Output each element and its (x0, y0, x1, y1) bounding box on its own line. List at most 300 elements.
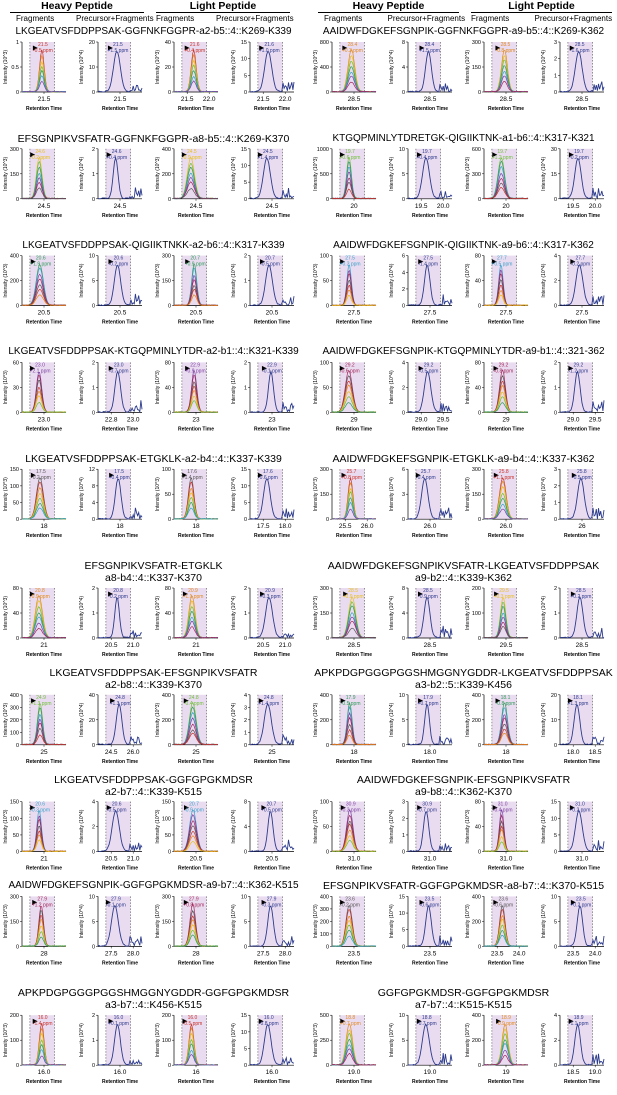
panel-title: KTGQPMINLYTDRETGK-QIGIIKTNK-a1-b6::4::K317-K321 (332, 132, 595, 144)
y-tick-label: 2 (553, 278, 557, 285)
y-tick-label: 0 (167, 303, 171, 310)
y-tick-label: 0 (243, 944, 247, 951)
y-tick-label: 2 (553, 586, 557, 592)
y-axis-label: Intensity (10^3) (313, 904, 319, 939)
y-axis-label: Intensity (10^4) (79, 1023, 85, 1058)
y-tick-label: 2 (243, 717, 247, 724)
y-tick-label: 5 (401, 171, 405, 178)
y-tick-label: 0 (553, 944, 557, 951)
x-tick-label: 29.5 (436, 416, 450, 424)
y-tick-label: 2 (401, 286, 405, 293)
y-tick-label: 0 (243, 303, 247, 310)
y-tick-label: 15 (550, 171, 557, 178)
panel-title: LKGEATVSFDDPPSAK-GGFGPGKMDSR (54, 773, 253, 786)
y-tick-label: 20 (88, 717, 95, 724)
x-tick-label: 26.0 (126, 748, 140, 756)
ppm-annotation: -1.4 ppm (418, 261, 439, 268)
y-axis-label: Intensity (10^3) (465, 370, 471, 405)
y-tick-label: 0 (553, 303, 557, 310)
xic-plot (3, 360, 66, 432)
y-tick-label: 200 (9, 278, 19, 285)
y-axis-label: Intensity (10^3) (313, 477, 319, 512)
y-tick-label: 60 (12, 360, 19, 367)
y-tick-label: 2 (91, 146, 95, 153)
panel-subtitle: a3-b2::5::K339-K456 (415, 678, 512, 691)
ppm-annotation: +0.3 ppm (339, 261, 361, 268)
retention-annotation: 29.2 (344, 362, 355, 369)
header-light: Light Peptide (471, 0, 612, 13)
y-axis-label: Intensity (10^3) (155, 156, 161, 191)
y-tick-label: 0 (553, 517, 557, 524)
y-tick-label: 300 (9, 705, 19, 712)
ppm-annotation: -0.3 ppm (340, 807, 361, 814)
y-axis-label: Intensity (10^3) (313, 156, 319, 191)
x-tick-label: 18.0 (423, 748, 437, 756)
y-tick-label: 0 (167, 849, 171, 856)
y-tick-label: 0 (91, 196, 95, 203)
y-tick-label: 0 (243, 517, 247, 524)
y-tick-label: 2 (91, 360, 95, 367)
ppm-annotation: -0.1 ppm (262, 368, 282, 375)
y-tick-label: 1 (243, 385, 247, 392)
xic-plot (3, 800, 66, 872)
x-axis-label: Retention Time (487, 533, 525, 540)
retention-annotation: 18.8 (421, 1015, 432, 1022)
panel-title: AAIDWFDGKEFSGNPIKVSFATR-LKGEATVSFDDPPSAK (327, 560, 600, 572)
x-tick-label: 18 (502, 748, 510, 756)
x-axis-label: Retention Time (253, 758, 291, 765)
y-tick-label: 2 (91, 586, 95, 592)
y-axis-label: Intensity (10^4) (541, 595, 547, 631)
y-axis-label: Intensity (10^3) (465, 1023, 471, 1058)
xic-plot (313, 800, 376, 872)
ppm-annotation: +0.4 ppm (184, 48, 206, 54)
ppm-annotation: +0.7 ppm (339, 1021, 361, 1028)
retention-annotation: 23.0 (113, 362, 124, 369)
panel-title: LKGEATVSFDDPPSAK-EFSGNPIKVSFATR (49, 666, 258, 679)
xic-plot (541, 40, 604, 112)
xic-plot (79, 467, 142, 539)
y-axis-label: Intensity (10^4) (541, 1023, 547, 1058)
ppm-annotation: -0.2 ppm (31, 475, 51, 482)
y-tick-label: 300 (319, 906, 329, 913)
panel-p6 (313, 254, 604, 326)
y-tick-label: 600 (471, 146, 481, 153)
y-tick-label: 80 (164, 360, 171, 367)
y-axis-label: Intensity (10^4) (541, 370, 547, 405)
y-tick-label: 0 (325, 849, 329, 856)
x-axis-label: Retention Time (101, 319, 139, 326)
xic-plot (313, 586, 376, 658)
y-tick-label: 0 (553, 636, 557, 642)
y-tick-label: 150 (9, 467, 19, 474)
ppm-annotation: +0.4 ppm (416, 154, 438, 161)
y-tick-label: 4 (243, 824, 247, 831)
header-heavy: Heavy Peptide (318, 0, 459, 13)
xic-plot (3, 40, 66, 112)
y-axis-label: Intensity (10^3) (313, 1023, 319, 1058)
y-tick-label: 1 (553, 385, 557, 392)
y-axis-label: Intensity (10^4) (231, 702, 237, 737)
x-tick-label: 18.0 (566, 748, 580, 756)
x-tick-label: 28.5 (423, 96, 437, 103)
y-tick-label: 2 (553, 1038, 557, 1045)
y-tick-label: 0 (325, 303, 329, 310)
retention-annotation: 19.7 (422, 148, 432, 155)
y-tick-label: 4 (401, 65, 405, 71)
x-tick-label: 27.5 (104, 950, 118, 958)
retention-annotation: 27.5 (423, 255, 434, 262)
y-tick-label: 0 (243, 1063, 247, 1070)
ppm-annotation: +0.3 ppm (341, 48, 363, 54)
y-tick-label: 300 (471, 171, 481, 178)
retention-annotation: 18.1 (573, 694, 583, 701)
ppm-annotation: -0.5 ppm (340, 700, 361, 707)
ppm-annotation: +1.1 ppm (182, 594, 204, 600)
y-tick-label: 1 (91, 1038, 95, 1045)
xic-plot (465, 894, 528, 966)
x-axis-label: Retention Time (563, 319, 601, 326)
xic-plot (389, 147, 452, 219)
xic-plot (313, 147, 376, 219)
ppm-annotation: +0.6 ppm (339, 154, 361, 161)
panel-p17 (3, 894, 294, 966)
panel-title: EFSGNPIKVSFATR-GGFGPGKMDSR-a8-b7::4::K370-K515 (322, 880, 605, 893)
y-tick-label: 5 (91, 278, 95, 285)
x-axis-label: Retention Time (101, 212, 139, 219)
x-axis-label: Retention Time (487, 212, 525, 219)
x-tick-label: 19.5 (414, 202, 428, 210)
y-tick-label: 100 (319, 360, 329, 367)
x-axis-label: Retention Time (253, 652, 291, 658)
y-tick-label: 1 (401, 832, 405, 839)
x-tick-label: 21 (40, 642, 48, 649)
ppm-annotation: +1.5 ppm (107, 48, 129, 54)
y-tick-label: 0 (91, 517, 95, 524)
y-tick-label: 200 (9, 1013, 19, 1020)
retention-annotation: 31.0 (575, 801, 585, 808)
ppm-annotation: -0.4 ppm (415, 475, 436, 482)
xic-plot (155, 147, 218, 219)
y-tick-label: 100 (319, 931, 329, 938)
y-tick-label: 0 (167, 196, 171, 203)
y-tick-label: 0 (553, 90, 557, 96)
xic-plot (465, 467, 528, 539)
retention-annotation: 24.8 (115, 694, 125, 701)
panel-p19 (3, 1013, 294, 1085)
y-tick-label: 0 (167, 1063, 171, 1070)
retention-annotation: 16.0 (263, 1015, 274, 1022)
xic-plot (541, 586, 604, 658)
y-axis-label: Intensity (10^4) (231, 904, 237, 939)
panel-title: AAIDWFDGKEFSGNPIK-GGFNKFGGPR-a9-b5::4::K269-K362 (322, 26, 605, 37)
y-axis-label: Intensity (10^3) (313, 49, 319, 85)
y-tick-label: 200 (319, 717, 329, 724)
y-axis-label: Intensity (10^4) (231, 263, 237, 298)
x-tick-label: 20 (350, 202, 358, 210)
y-tick-label: 20 (550, 692, 557, 699)
y-tick-label: 0 (15, 517, 19, 524)
y-tick-label: 0 (167, 90, 171, 96)
header-precursor-fragments: Precursor+Fragments (534, 14, 613, 23)
panel-title: AAIDWFDGKEFSGNPIK-GGFGPGKMDSR-a9-b7::4::K362-K515 (8, 880, 299, 892)
ppm-annotation: -0.8 ppm (495, 700, 516, 707)
x-axis-label: Retention Time (25, 106, 63, 112)
x-tick-label: 21.5 (180, 96, 194, 103)
header-precursor-fragments: Precursor+Fragments (387, 14, 466, 23)
y-tick-label: 100 (161, 1038, 171, 1045)
xic-plot (79, 693, 142, 765)
y-axis-label: Intensity (10^3) (155, 809, 161, 844)
y-tick-label: 80 (12, 586, 19, 592)
retention-annotation: 18.9 (501, 1015, 511, 1022)
x-axis-label: Retention Time (335, 426, 373, 433)
panel-title: EFSGNPIKVSFATR-GGFNKFGGPR-a8-b5::4::K269-K370 (17, 132, 290, 145)
y-tick-label: 3 (401, 492, 405, 499)
ppm-annotation: -0.3 ppm (261, 902, 282, 909)
x-tick-label: 20.5 (104, 642, 118, 649)
ppm-annotation: -0.5 ppm (33, 48, 53, 54)
panel-p7 (3, 360, 294, 432)
ppm-annotation: -0.6 ppm (419, 902, 440, 909)
panel-p11 (3, 586, 294, 658)
x-axis-label: Retention Time (25, 865, 63, 872)
y-tick-label: 1000 (316, 146, 329, 153)
x-tick-label: 20.0 (436, 202, 450, 210)
x-axis-label: Retention Time (25, 533, 63, 540)
x-tick-label: 21.5 (37, 96, 51, 103)
y-tick-label: 0 (477, 517, 481, 524)
y-tick-label: 0 (401, 636, 405, 642)
y-tick-label: 50 (322, 385, 329, 392)
x-tick-label: 27.5 (347, 309, 361, 317)
x-axis-label: Retention Time (563, 106, 601, 112)
y-tick-label: 10 (88, 65, 95, 71)
y-axis-label: Intensity (10^4) (79, 702, 85, 737)
retention-annotation: 22.9 (267, 362, 277, 369)
ppm-annotation: +0.9 ppm (342, 594, 364, 600)
y-tick-label: 15 (240, 40, 247, 46)
x-axis-label: Retention Time (563, 960, 601, 967)
x-axis-label: Retention Time (253, 533, 291, 540)
y-tick-label: 10 (240, 894, 247, 901)
y-tick-label: 2 (243, 360, 247, 367)
y-tick-label: 50 (164, 832, 171, 839)
x-tick-label: 20.5 (37, 309, 51, 317)
y-axis-label: Intensity (10^4) (79, 809, 85, 844)
retention-annotation: 28.5 (500, 42, 511, 48)
retention-annotation: 25.8 (498, 469, 509, 476)
x-tick-label: 29.0 (566, 416, 580, 424)
y-tick-label: 3 (401, 799, 405, 806)
x-axis-label: Retention Time (563, 1079, 601, 1086)
panel-p20 (313, 1013, 604, 1085)
ppm-annotation: -0.4 ppm (492, 807, 513, 814)
y-tick-label: 6 (401, 253, 405, 260)
y-tick-label: 5 (243, 500, 247, 507)
y-tick-label: 0 (477, 90, 481, 96)
x-axis-label: Retention Time (25, 960, 63, 967)
y-tick-label: 2 (401, 816, 405, 823)
y-tick-label: 5 (553, 832, 557, 839)
y-axis-label: Intensity (10^3) (313, 809, 319, 844)
x-tick-label: 31.0 (575, 855, 589, 863)
x-axis-label: Retention Time (101, 533, 139, 540)
panel-subtitle: a2-b7::4::K339-K515 (105, 785, 202, 798)
ppm-annotation: -0.6 ppm (339, 368, 360, 375)
y-tick-label: 0 (91, 742, 95, 749)
y-axis-label: Intensity (10^4) (231, 1023, 237, 1058)
y-tick-label: 10 (398, 1013, 405, 1020)
y-tick-label: 0 (325, 742, 329, 749)
x-tick-label: 23.0 (37, 416, 51, 424)
xic-plot (313, 254, 376, 326)
y-tick-label: 400 (471, 894, 481, 901)
y-tick-label: 400 (9, 253, 19, 260)
x-tick-label: 19.5 (566, 202, 580, 210)
x-axis-label: Retention Time (335, 865, 373, 872)
ppm-annotation: -1.4 ppm (32, 1021, 53, 1028)
retention-annotation: 25.7 (346, 469, 357, 476)
y-tick-label: 0 (91, 90, 95, 96)
y-axis-label: Intensity (10^4) (389, 809, 395, 844)
y-axis-label: Intensity (10^3) (465, 156, 471, 191)
x-tick-label: 22.0 (278, 96, 292, 103)
y-tick-label: 0 (553, 1063, 557, 1070)
x-tick-label: 27.5 (575, 309, 589, 317)
retention-annotation: 20.9 (188, 588, 198, 594)
y-tick-label: 100 (9, 730, 19, 737)
ppm-annotation: -0.4 ppm (183, 700, 204, 707)
y-axis-label: Intensity (10^3) (3, 702, 9, 737)
xic-plot (541, 360, 604, 432)
xic-plot (465, 40, 528, 112)
header-fragments: Fragments (16, 14, 55, 23)
y-tick-label: 0 (325, 90, 329, 96)
y-tick-label: 300 (9, 894, 19, 901)
ppm-annotation: -0.5 ppm (418, 368, 439, 375)
y-tick-label: 0 (477, 410, 481, 417)
xic-plot (231, 800, 294, 872)
header-precursor-fragments: Precursor+Fragments (216, 14, 294, 23)
retention-annotation: 21.5 (113, 42, 123, 48)
y-tick-label: 40 (474, 385, 481, 392)
xic-plot (313, 693, 376, 765)
x-axis-label: Retention Time (487, 865, 525, 872)
x-tick-label: 28.0 (278, 950, 292, 958)
xic-plot (79, 800, 142, 872)
retention-annotation: 20.8 (35, 588, 45, 594)
y-tick-label: 0 (325, 517, 329, 524)
x-tick-label: 31.0 (347, 855, 361, 863)
x-tick-label: 23.5 (566, 950, 580, 958)
retention-annotation: 30.9 (345, 801, 356, 808)
x-tick-label: 26.0 (360, 523, 374, 531)
y-tick-label: 0.5 (11, 65, 19, 71)
ppm-annotation: -0.1 ppm (106, 902, 126, 909)
xic-plot (389, 800, 452, 872)
y-tick-label: 4 (401, 611, 405, 617)
y-axis-label: Intensity (10^3) (3, 1023, 9, 1058)
xic-plot (155, 1013, 218, 1085)
x-tick-label: 21.0 (126, 855, 140, 863)
x-axis-label: Retention Time (335, 1079, 373, 1086)
y-tick-label: 0 (325, 196, 329, 203)
y-tick-label: 100 (161, 467, 171, 474)
panel-p8 (313, 360, 604, 432)
ppm-annotation: -0.8 ppm (258, 1021, 279, 1028)
x-axis-label: Retention Time (25, 652, 63, 658)
xic-plot (3, 147, 66, 219)
y-tick-label: 300 (319, 467, 329, 474)
xic-plot (231, 1013, 294, 1085)
x-axis-label: Retention Time (563, 426, 601, 433)
y-axis-label: Intensity (10^4) (389, 156, 395, 191)
y-tick-label: 30 (550, 146, 557, 153)
y-tick-label: 10 (550, 816, 557, 823)
retention-annotation: 17.6 (263, 469, 273, 476)
x-axis-label: Retention Time (335, 758, 373, 765)
x-tick-label: 24.5 (265, 202, 279, 210)
y-tick-label: 10 (398, 146, 405, 153)
y-tick-label: 0 (91, 303, 95, 310)
y-tick-label: 300 (9, 146, 19, 153)
retention-annotation: 27.7 (575, 255, 586, 262)
retention-annotation: 25.8 (576, 469, 587, 476)
x-tick-label: 22.0 (202, 96, 216, 103)
y-tick-label: 0 (167, 410, 171, 417)
y-tick-label: 80 (474, 799, 481, 806)
retention-annotation: 20.6 (111, 801, 122, 808)
y-tick-label: 0 (167, 517, 171, 524)
retention-annotation: 28.5 (423, 588, 433, 594)
y-tick-label: 300 (471, 40, 481, 46)
ppm-annotation: -0.5 ppm (571, 475, 592, 482)
ppm-annotation: -0.3 ppm (30, 807, 51, 814)
retention-annotation: 24.8 (263, 694, 274, 701)
ppm-annotation: +1.2 ppm (491, 154, 513, 161)
y-tick-label: 1 (91, 385, 95, 392)
x-tick-label: 20.5 (104, 855, 118, 863)
retention-annotation: 17.9 (423, 694, 433, 701)
retention-annotation: 17.6 (187, 469, 198, 476)
y-tick-label: 6 (401, 467, 405, 474)
y-tick-label: 0 (91, 944, 95, 951)
y-axis-label: Intensity (10^4) (541, 702, 547, 737)
x-axis-label: Retention Time (335, 533, 373, 540)
y-tick-label: 40 (474, 824, 481, 831)
x-tick-label: 24.5 (189, 202, 203, 210)
y-tick-label: 0 (15, 196, 19, 203)
x-axis-label: Retention Time (253, 319, 291, 326)
y-tick-label: 8 (401, 586, 405, 592)
y-axis-label: Intensity (10^4) (231, 595, 237, 631)
x-tick-label: 23 (268, 416, 276, 424)
y-axis-label: Intensity (10^4) (541, 49, 547, 85)
xic-plot (541, 693, 604, 765)
y-tick-label: 0 (15, 410, 19, 417)
retention-annotation: 23.6 (498, 896, 509, 903)
y-tick-label: 20 (88, 40, 95, 46)
x-tick-label: 27.5 (423, 309, 437, 317)
x-axis-label: Retention Time (25, 426, 63, 433)
y-tick-label: 300 (471, 467, 481, 474)
xic-plot (155, 254, 218, 326)
y-tick-label: 1 (91, 611, 95, 617)
y-tick-label: 4 (91, 799, 95, 806)
y-tick-label: 2 (91, 1013, 95, 1020)
y-tick-label: 80 (474, 253, 481, 260)
